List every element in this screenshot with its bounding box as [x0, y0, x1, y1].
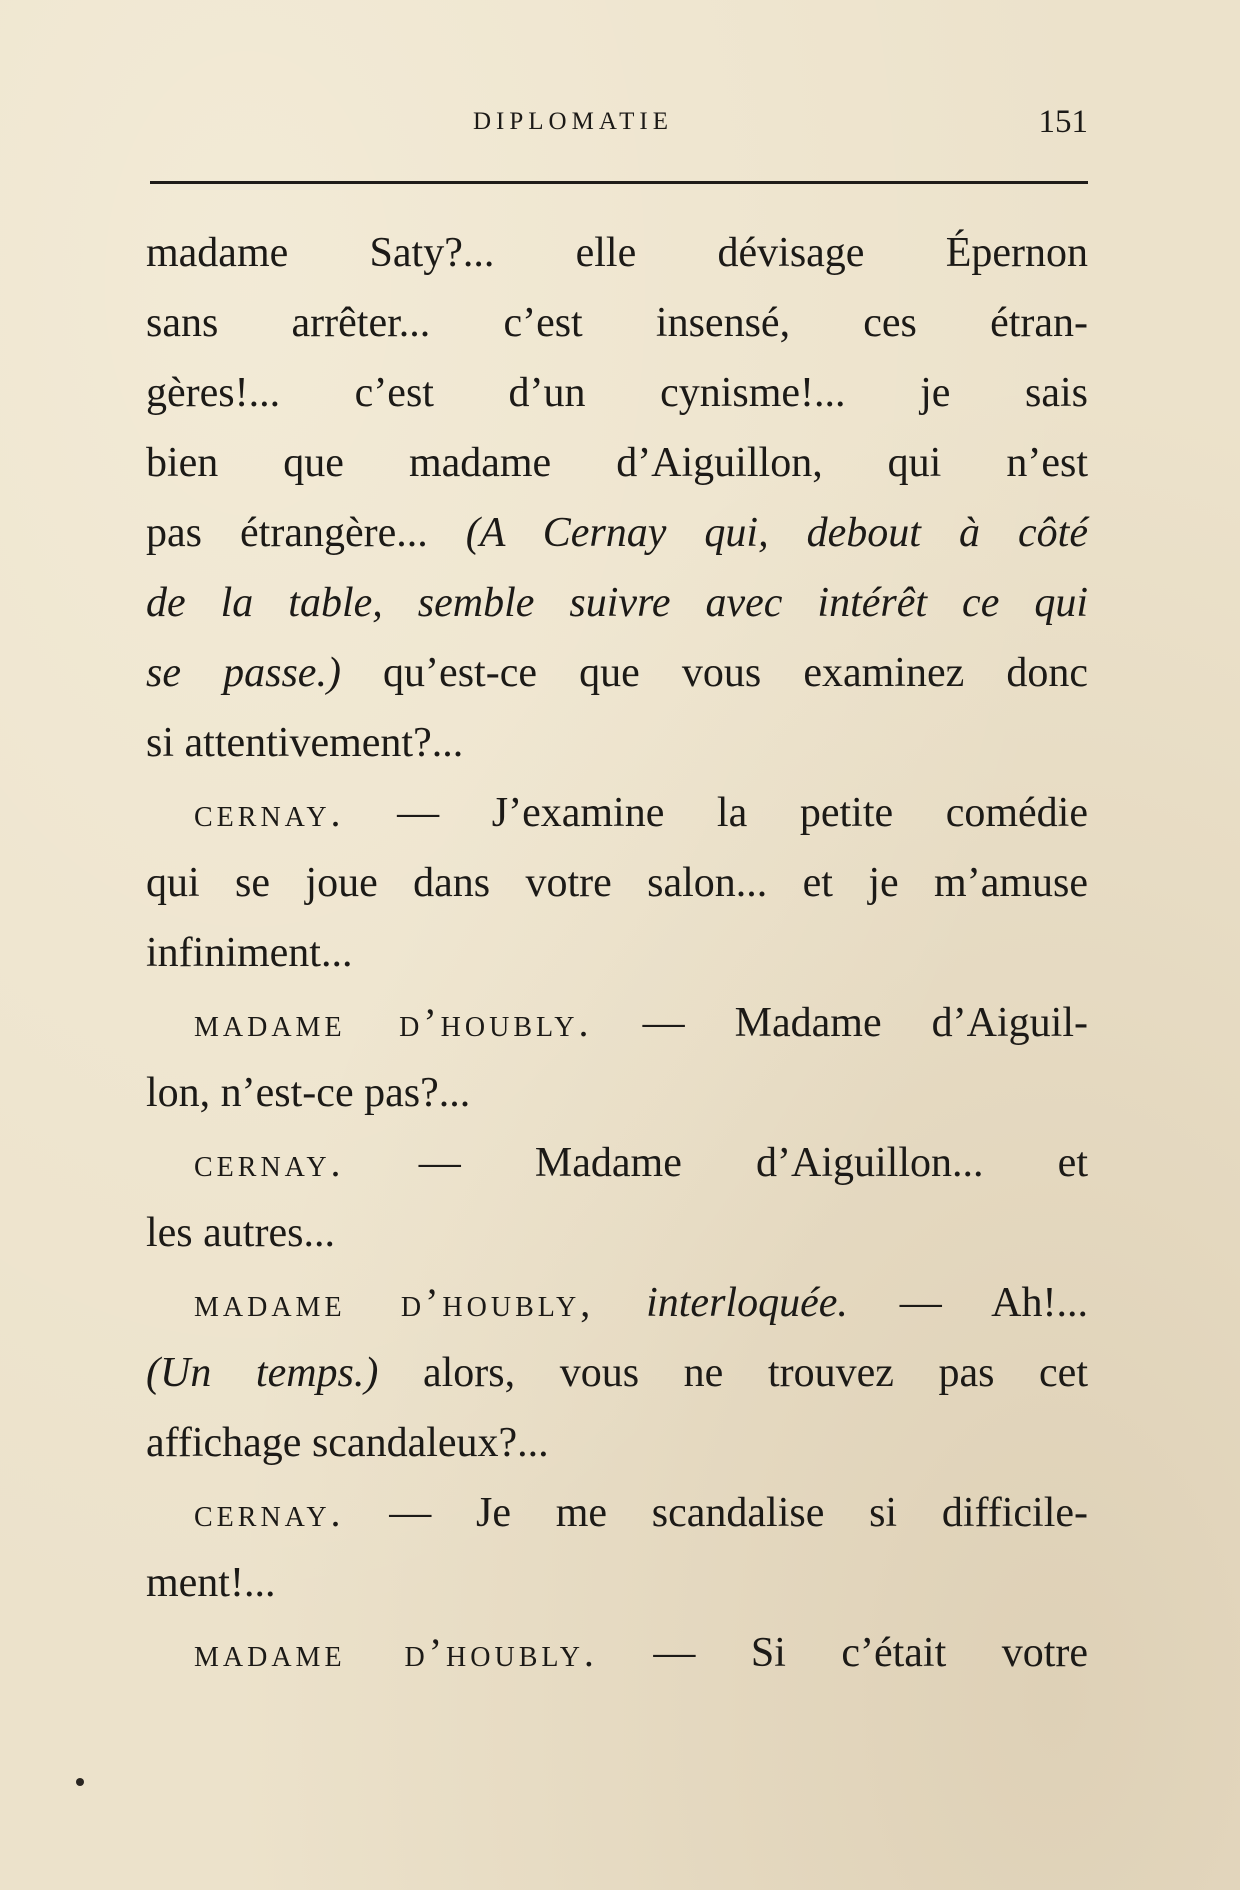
speech-line: madame d’houbly. — Madame d’Aiguil-: [194, 1000, 1088, 1046]
text-line: madame Saty?... elle dévisage Épernon: [146, 230, 1088, 276]
text-line: infiniment...: [146, 930, 353, 976]
speaker-name: madame d’houbly.: [194, 1000, 593, 1045]
running-head: [148, 104, 1088, 148]
header-rule: [150, 181, 1088, 184]
text-line: si attentivement?...: [146, 720, 464, 766]
text-line: bien que madame d’Aiguillon, qui n’est: [146, 440, 1088, 486]
stage-direction: interloquée.: [594, 1280, 848, 1326]
text-line: sans arrêter... c’est insensé, ces étran-: [146, 300, 1088, 346]
stage-direction: de la table, semble suivre avec intérêt ce qui: [146, 580, 1088, 626]
text-body: [146, 218, 1088, 1688]
text-line: gères!... c’est d’un cynisme!... je sais: [146, 370, 1088, 416]
stage-direction: (A Cernay qui, debout à côté: [465, 510, 1088, 556]
text-line: [146, 568, 1088, 638]
speech-line: madame d’houbly, interloquée. — Ah!...: [194, 1280, 1088, 1326]
text-line: (Un temps.) alors, vous ne trouvez pas cet: [146, 1350, 1088, 1396]
speaker-name: madame d’houbly.: [194, 1630, 598, 1675]
text-line: se passe.) qu’est-ce que vous examinez donc: [146, 650, 1088, 696]
running-title: DIPLOMATIE: [473, 108, 673, 135]
text-line: pas étrangère... (A Cernay qui, debout à côté: [146, 510, 1088, 556]
text-line: les autres...: [146, 1210, 335, 1256]
speech-line: cernay. — J’examine la petite comédie: [194, 790, 1088, 836]
text-line: ment!...: [146, 1560, 276, 1606]
speech-line: cernay. — Je me scandalise si difficile-: [194, 1490, 1088, 1536]
text-line: lon, n’est-ce pas?...: [146, 1070, 471, 1116]
speaker-name: cernay.: [194, 1140, 345, 1185]
speaker-name: cernay.: [194, 790, 345, 835]
ink-speck: [76, 1778, 84, 1786]
stage-direction: se passe.): [146, 650, 341, 696]
speaker-name: cernay.: [194, 1490, 345, 1535]
stage-direction: (Un temps.): [146, 1350, 379, 1396]
speech-line: cernay. — Madame d’Aiguillon... et: [194, 1140, 1088, 1186]
page-number: 151: [1038, 104, 1088, 140]
speech-line: madame d’houbly. — Si c’était votre: [194, 1630, 1088, 1676]
speaker-name: madame d’houbly,: [194, 1280, 595, 1325]
text-line: affichage scandaleux?...: [146, 1420, 549, 1466]
text-line: qui se joue dans votre salon... et je m’amuse: [146, 860, 1088, 906]
